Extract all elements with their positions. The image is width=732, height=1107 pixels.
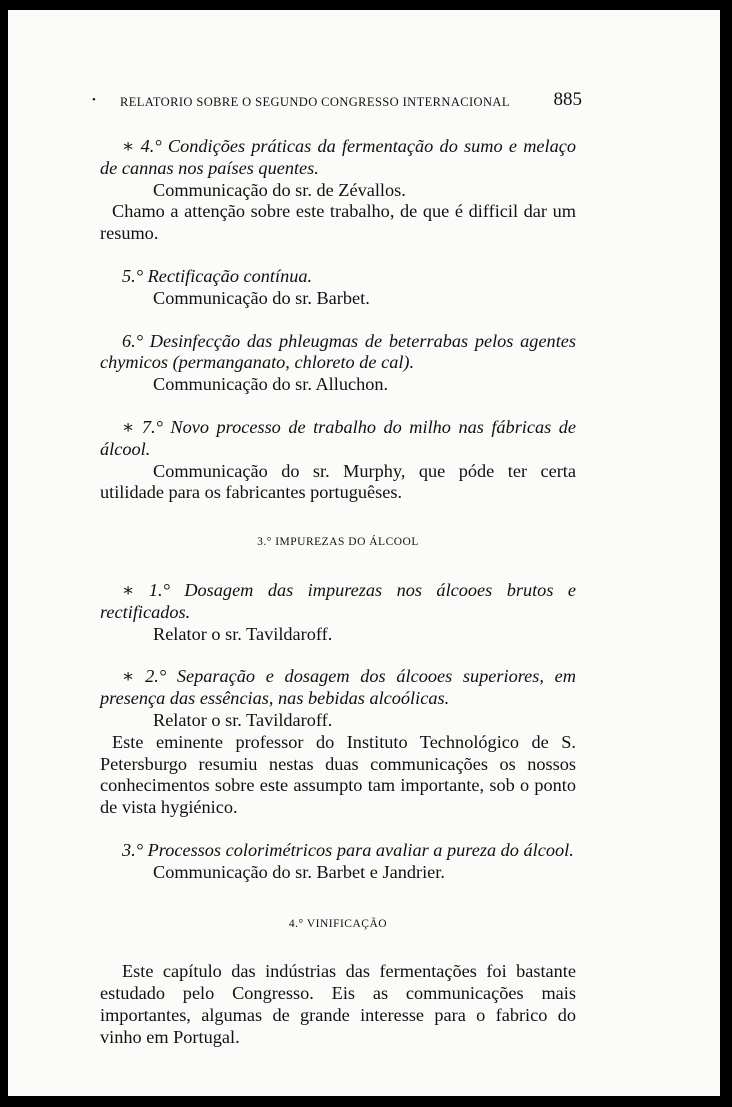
page — [8, 10, 720, 1096]
entry-7 — [100, 417, 576, 504]
intro-paragraph: Este capítulo das indústrias das fermentações foi bastante estudado pelo Congresso. Eis as communicações mais importantes, algumas de grande interesse para o fabrico do vinho em Portugal. — [100, 961, 576, 1047]
header-bullet: • — [92, 94, 97, 106]
entry-s3-3 — [100, 840, 576, 884]
entry-6 — [100, 331, 576, 396]
entry-title: ∗ 1.° Dosagem das impurezas nos álcooes brutos e rectificados. — [100, 579, 576, 622]
entry-title: ∗ 7.° Novo processo de trabalho do milho nas fábricas de álcool. — [100, 416, 576, 459]
entry-title: 5.° Rectificação contínua. — [122, 265, 313, 286]
page-number: 885 — [553, 89, 582, 110]
vinificacao-intro — [100, 961, 576, 1048]
comment-paragraph: Este eminente professor do Instituto Technológico de S. Petersburgo resumiu nestas duas communicações os nossos conhecimentos sobre este assumpto tam importante, sob o ponto de vista hygiénico. — [100, 731, 576, 818]
entry-4 — [100, 136, 576, 245]
entry-title: 6.° Desinfecção das phleugmas de beterrabas pelos agentes chymicos (permanganato, chloreto de cal). — [100, 330, 576, 373]
communication-line: Communicação do sr. Barbet. — [153, 287, 370, 308]
page-body — [100, 136, 576, 1049]
communication-line: Communicação do sr. Murphy, que póde ter certa utilidade para os fabricantes portuguêses. — [100, 460, 576, 503]
relator-line: Relator o sr. Tavildaroff. — [153, 709, 333, 730]
section-heading-impurezas: 3.° IMPUREZAS DO ÁLCOOL — [257, 536, 419, 549]
entry-5 — [100, 266, 576, 310]
running-title: RELATORIO SOBRE O SEGUNDO CONGRESSO INTERNACIONAL — [120, 95, 510, 109]
entry-title: 3.° Processos colorimétricos para avaliar a pureza do álcool. — [122, 839, 574, 860]
entry-title: ∗ 2.° Separação e dosagem dos álcooes superiores, em presença das essências, nas bebidas alcoólicas. — [100, 666, 576, 709]
section-heading-vinificacao: 4.° VINIFICAÇÃO — [288, 917, 388, 930]
communication-line: Communicação do sr. Barbet e Jandrier. — [153, 861, 445, 882]
entry-title: ∗ 4.° Condições práticas da fermentação do sumo e melaço de cannas nos países quentes. — [100, 136, 576, 178]
communication-line: Communicação do sr. Alluchon. — [153, 374, 389, 395]
comment-paragraph: Chamo a attenção sobre este trabalho, de que é difficil dar um resumo. — [100, 201, 576, 244]
entry-s3-2 — [100, 666, 576, 819]
entry-s3-1 — [100, 580, 576, 645]
relator-line: Relator o sr. Tavildaroff. — [153, 623, 333, 644]
communication-line: Communicação do sr. de Zévallos. — [153, 179, 406, 200]
